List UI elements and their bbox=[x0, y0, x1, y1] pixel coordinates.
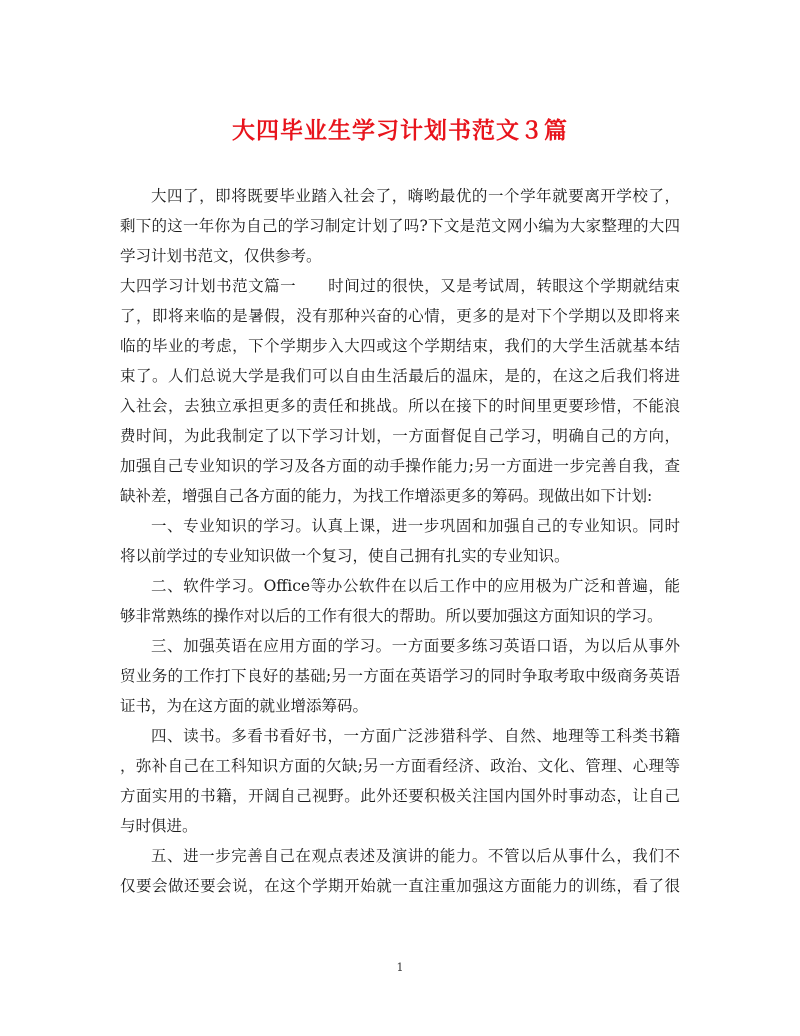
text-line: 学习计划书范文，仅供参考。 bbox=[120, 247, 322, 265]
text-line: 方面实用的书籍，开阔自己视野。此外还要积极关注国内国外时事动态，让自己 bbox=[120, 787, 680, 805]
text-line: ，弥补自己在工科知识方面的欠缺;另一方面看经济、政治、文化、管理、心理等 bbox=[120, 757, 680, 775]
text-line: 二、软件学习。Office等办公软件在以后工作中的应用极为广泛和普遍，能 bbox=[151, 577, 680, 595]
text-line: 贸业务的工作打下良好的基础;另一方面在英语学习的同时争取考取中级商务英语 bbox=[120, 667, 680, 685]
document-body bbox=[120, 181, 680, 901]
text-line: 将以前学过的专业知识做一个复习，使自己拥有扎实的专业知识。 bbox=[120, 547, 570, 565]
text-line: 与时俱进。 bbox=[120, 817, 198, 835]
text-line: 缺补差，增强自己各方面的能力，为找工作增添更多的筹码。现做出如下计划: bbox=[120, 487, 653, 505]
text-line: 够非常熟练的操作对以后的工作有很大的帮助。所以要加强这方面知识的学习。 bbox=[120, 607, 663, 625]
text-line: 证书，为在这方面的就业增添筹码。 bbox=[120, 697, 369, 715]
text-line: 临的毕业的考虑，下个学期步入大四或这个学期结束，我们的大学生活就基本结 bbox=[120, 337, 680, 355]
text-line: 仅要会做还要会说，在这个学期开始就一直注重加强这方面能力的训练，看了很 bbox=[120, 877, 680, 895]
text-line: 三、加强英语在应用方面的学习。一方面要多练习英语口语，为以后从事外 bbox=[151, 637, 680, 655]
page-number: 1 bbox=[396, 961, 404, 974]
text-line: 加强自己专业知识的学习及各方面的动手操作能力;另一方面进一步完善自我，查 bbox=[120, 457, 680, 475]
text-line: 了，即将来临的是暑假，没有那种兴奋的心情，更多的是对下个学期以及即将来 bbox=[120, 307, 680, 325]
text-line: 入社会，去独立承担更多的责任和挑战。所以在接下的时间里更要珍惜，不能浪 bbox=[120, 397, 680, 415]
text-line: 剩下的这一年你为自己的学习制定计划了吗?下文是范文网小编为大家整理的大四 bbox=[120, 217, 680, 235]
text-line: 五、进一步完善自己在观点表述及演讲的能力。不管以后从事什么，我们不 bbox=[151, 847, 680, 865]
text-line: 束了。人们总说大学是我们可以自由生活最后的温床，是的，在这之后我们将进 bbox=[120, 367, 680, 385]
text-line: 费时间，为此我制定了以下学习计划，一方面督促自己学习，明确自己的方向， bbox=[120, 427, 680, 445]
page-title: 大四毕业生学习计划书范文３篇 bbox=[232, 118, 568, 144]
text-line: 大四学习计划书范文篇一 时间过的很快，又是考试周，转眼这个学期就结束 bbox=[120, 277, 680, 295]
text-line: 大四了，即将既要毕业踏入社会了，嗨哟最优的一个学年就要离开学校了， bbox=[151, 187, 680, 205]
text-line: 四、读书。多看书看好书，一方面广泛涉猎科学、自然、地理等工科类书籍 bbox=[151, 727, 680, 745]
text-line: 一、专业知识的学习。认真上课，进一步巩固和加强自己的专业知识。同时 bbox=[151, 517, 680, 535]
